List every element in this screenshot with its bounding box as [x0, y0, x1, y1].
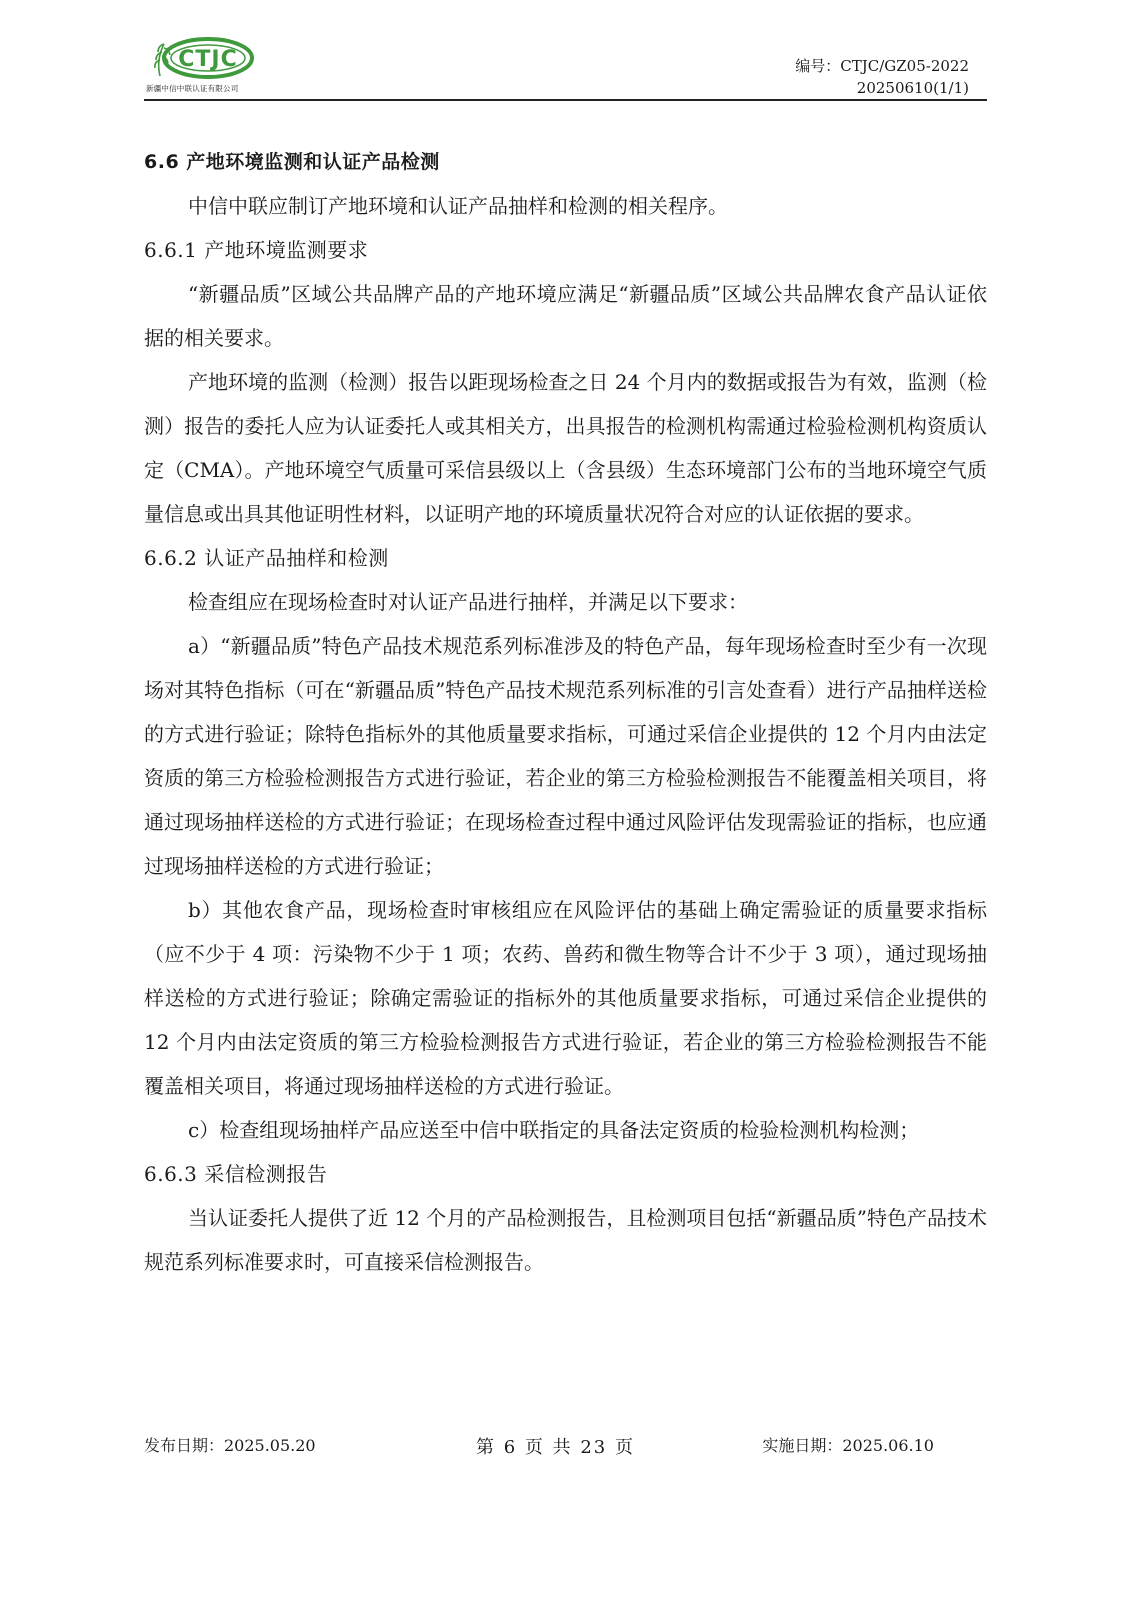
header-divider — [144, 99, 987, 101]
requirement-item-b: b）其他农食产品，现场检查时审核组应在风险评估的基础上确定需验证的质量要求指标（应不少于 4 项：污染物不少于 1 项；农药、兽药和微生物等合计不少于 3 项），通过现场抽样送检的方式进行验证；除确定需验证的指标外的其他质量要求指标，可通过采信企业提供的 12 个月内由法定资质的第三方检验检测报告方式进行验证，若企业的第三方检验检测报告不能覆盖相关项目，将通过现场抽样送检的方式进行验证。 — [144, 898, 987, 1098]
svg-text:CTJC: CTJC — [178, 47, 238, 72]
page-number: 第 6 页 共 23 页 — [476, 1437, 635, 1458]
page-footer — [144, 1433, 934, 1457]
document-version: 20250610(1/1) — [856, 79, 969, 97]
document-number: 编号：CTJC/GZ05-2022 — [795, 57, 969, 75]
company-name: 新疆中信中联认证有限公司 — [146, 84, 239, 93]
section-6-6-intro: 中信中联应制订产地环境和认证产品抽样和检测的相关程序。 — [188, 194, 728, 218]
ctjc-logo-icon — [148, 34, 258, 84]
requirement-item-c: c）检查组现场抽样产品应送至中信中联指定的具备法定资质的检验检测机构检测； — [188, 1118, 920, 1142]
document-meta — [795, 55, 969, 99]
section-6-6-2-intro: 检查组应在现场检查时对认证产品进行抽样，并满足以下要求： — [188, 590, 748, 614]
section-6-6-3-title: 6.6.3 采信检测报告 — [144, 1162, 328, 1186]
section-6-6-2-title: 6.6.2 认证产品抽样和检测 — [144, 546, 389, 570]
section-6-6-3-paragraph-1: 当认证委托人提供了近 12 个月的产品检测报告，且检测项目包括“新疆品质”特色产品技术规范系列标准要求时，可直接采信检测报告。 — [144, 1206, 987, 1274]
requirement-item-a: a）“新疆品质”特色产品技术规范系列标准涉及的特色产品，每年现场检查时至少有一次现场对其特色指标（可在“新疆品质”特色产品技术规范系列标准的引言处查看）进行产品抽样送检的方式进行验证；除特色指标外的其他质量要求指标，可通过采信企业提供的 12 个月内由法定资质的第三方检验检测报告方式进行验证，若企业的第三方检验检测报告不能覆盖相关项目，将通过现场抽样送检的方式进行验证；在现场检查过程中通过风险评估发现需验证的指标，也应通过现场抽样送检的方式进行验证； — [144, 634, 987, 878]
section-6-6-title: 6.6 产地环境监测和认证产品检测 — [144, 151, 440, 173]
effective-date: 实施日期：2025.06.10 — [762, 1436, 934, 1455]
section-6-6-1-paragraph-2: 产地环境的监测（检测）报告以距现场检查之日 24 个月内的数据或报告为有效，监测（检测）报告的委托人应为认证委托人或其相关方，出具报告的检测机构需通过检验检测机构资质认定（CMA）。产地环境空气质量可采信县级以上（含县级）生态环境部门公布的当地环境空气质量信息或出具其他证明性材料，以证明产地的环境质量状况符合对应的认证依据的要求。 — [144, 370, 987, 526]
document-body — [144, 140, 987, 1284]
section-6-6-1-paragraph-1: “新疆品质”区域公共品牌产品的产地环境应满足“新疆品质”区域公共品牌农食产品认证依据的相关要求。 — [144, 282, 987, 350]
publish-date: 发布日期：2025.05.20 — [144, 1436, 316, 1455]
section-6-6-1-title: 6.6.1 产地环境监测要求 — [144, 238, 369, 262]
